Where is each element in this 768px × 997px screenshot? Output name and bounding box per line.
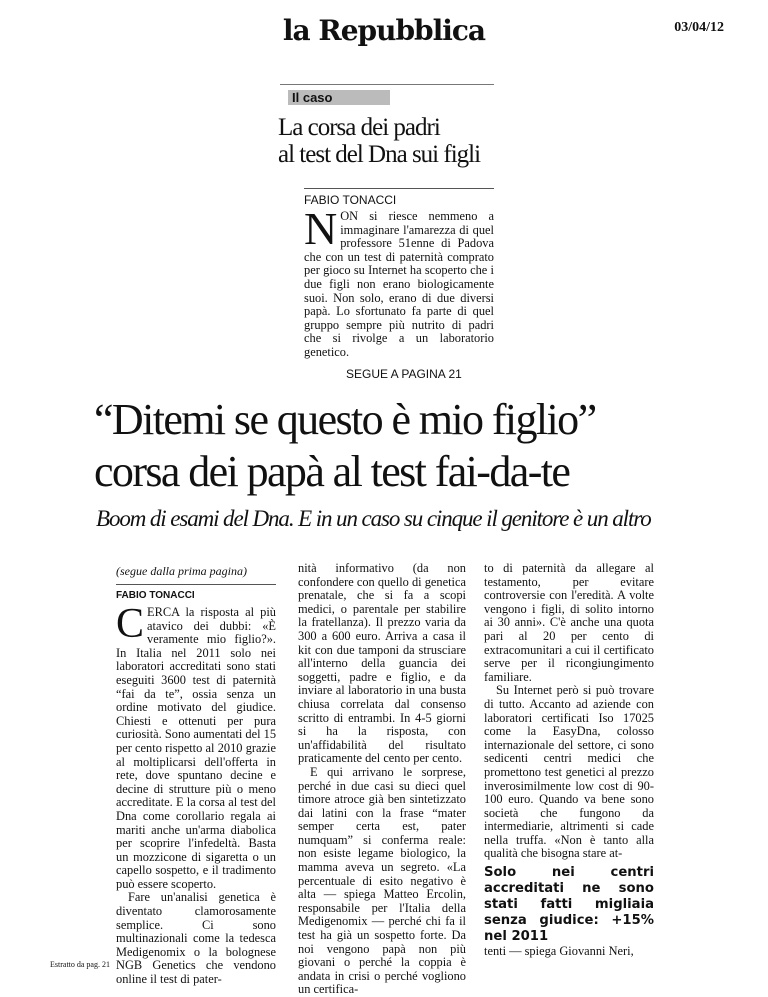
column-1-paragraph-1 xyxy=(116,601,277,891)
front-headline xyxy=(278,114,480,168)
article-column-3 xyxy=(484,562,654,959)
front-headline-line1: La corsa dei padri xyxy=(278,114,440,141)
inner-headline-line2: corsa dei papà al test fai-da-te xyxy=(94,447,570,496)
kicker-label: Il caso xyxy=(288,90,390,105)
column-3-paragraph-3: tenti — spiega Giovanni Neri, xyxy=(484,944,634,959)
issue-date: 03/04/12 xyxy=(674,20,724,35)
inner-headline-line1: “Ditemi se questo è mio figlio” xyxy=(94,395,596,444)
kicker-rule xyxy=(280,84,494,85)
page-extract-note: Estratto da pag. 21 xyxy=(50,960,110,969)
byline-rule-2 xyxy=(116,584,276,585)
inner-dropcap: C xyxy=(116,601,145,647)
continued-from-note: (segue dalla prima pagina) xyxy=(116,564,247,578)
column-1-text-1: ERCA la risposta al più atavico dei dubbi: «È veramente mio figlio?». In Italia nel 2011 solo nei laboratori accreditati sono stati eseguiti 3600 test di paternità “fai da te”, ossia senza un ordine motivato del giudice. Chiesti e ottenuti per pura curiosità. Sono aumentati del 15 per cento rispetto al 2010 grazie al moltiplicarsi dell'offerta in rete, dove spuntano decine e decine di strutture più o meno accreditate. E la corsa al test del Dna come corollario regala ai mariti anche un'arma diabolica per scoprire l'infedeltà. Basta un mozzicone di sigaretta o un capello sospetto, e il tradimento può essere scoperto. xyxy=(116,605,277,891)
column-2-paragraph-2: E qui arrivano le sorprese, perché in due casi su dieci quel timore atroce già ben sintetizzato dai latini con la frase “mater semper certa est, pater numquam” si conferma reale: non esiste legame biologico, la mamma aveva un segreto. «La percentuale di esito negativo è alta — spiega Matteo Ercolin, responsabile per l'Italia della Medigenomix — perché chi fa il test ha già un sospetto forte. Da noi vengono papà non più giovani o perché la coppia è andata in crisi o perché vogliono un certifica- xyxy=(298,764,466,997)
continues-note: SEGUE A PAGINA 21 xyxy=(346,367,462,381)
inner-subhead: Boom di esami del Dna. E in un caso su cinque il genitore è un altro xyxy=(96,506,651,531)
pull-quote: Solo nei centri accreditati ne sono stati fatti migliaia senza giudice: +15% nel 2011 xyxy=(484,865,654,945)
front-article-body xyxy=(304,203,494,360)
front-body-text: ON si riesce nemmeno a immaginare l'amarezza di quel professore 51enne di Padova che con un test di paternità comprato per gioco su Internet ha scoperto che i due figli non erano biologicamente suoi. Non solo, erano di due diversi papà. Lo sfortunato fa parte di quel gruppo sempre più nutrito di padri che si rivolge a un laboratorio genetico. xyxy=(304,209,494,359)
column-2-paragraph-1: nità informativo (da non confondere con quello di genetica prenatale, che si fa a scopi medici, o parentale per stabilire la fratellanza). Il prezzo varia da 300 a 600 euro. Arriva a casa il kit con due tamponi da strusciare all'interno della guancia dei soggetti, padre e figlio, e da inviare al laboratorio in una busta chiusa correlata dal consenso scritto di entrambi. In 4-5 giorni si ha la risposta, con un'affidabilità del risultato praticamente del cento per cento. xyxy=(298,561,466,766)
front-headline-line2: al test del Dna sui figli xyxy=(278,141,481,168)
front-dropcap: N xyxy=(304,203,338,254)
article-column-2 xyxy=(298,562,466,997)
column-1-paragraph-2: Fare un'analisi genetica è diventato clamorosamente semplice. Ci sono multinazionali come la tedesca Medigenomix o la bolognese NGB Genetics che vendono online il test di pater- xyxy=(116,890,276,987)
newspaper-masthead: la Repubblica xyxy=(282,14,486,47)
column-3-paragraph-2: Su Internet però si può trovare di tutto. Accanto ad aziende con laboratori certificati Iso 17025 come la EasyDna, colosso internazionale del settore, ci sono sedicenti centri medici che promettono test genetici al prezzo inverosimilmente low cost di 90-100 euro. Quando va bene sono società che fungono da intermediarie, altrimenti si cade nella truffa. «Non è tanto alla qualità che bisogna stare at- xyxy=(484,683,654,861)
column-3-paragraph-1: to di paternità da allegare al testamento, per evitare controversie con l'eredità. A volte vengono i figli, di solito intorno ai 30 anni». C'è anche una quota pari al 20 per cento di extracomunitari a cui il certificato serve per il ricongiungimento familiare. xyxy=(484,561,654,684)
front-byline: FABIO TONACCI xyxy=(304,193,397,207)
inner-headline xyxy=(94,394,596,498)
article-column-1 xyxy=(116,601,277,987)
inner-byline: FABIO TONACCI xyxy=(116,590,195,601)
byline-rule xyxy=(304,188,494,189)
